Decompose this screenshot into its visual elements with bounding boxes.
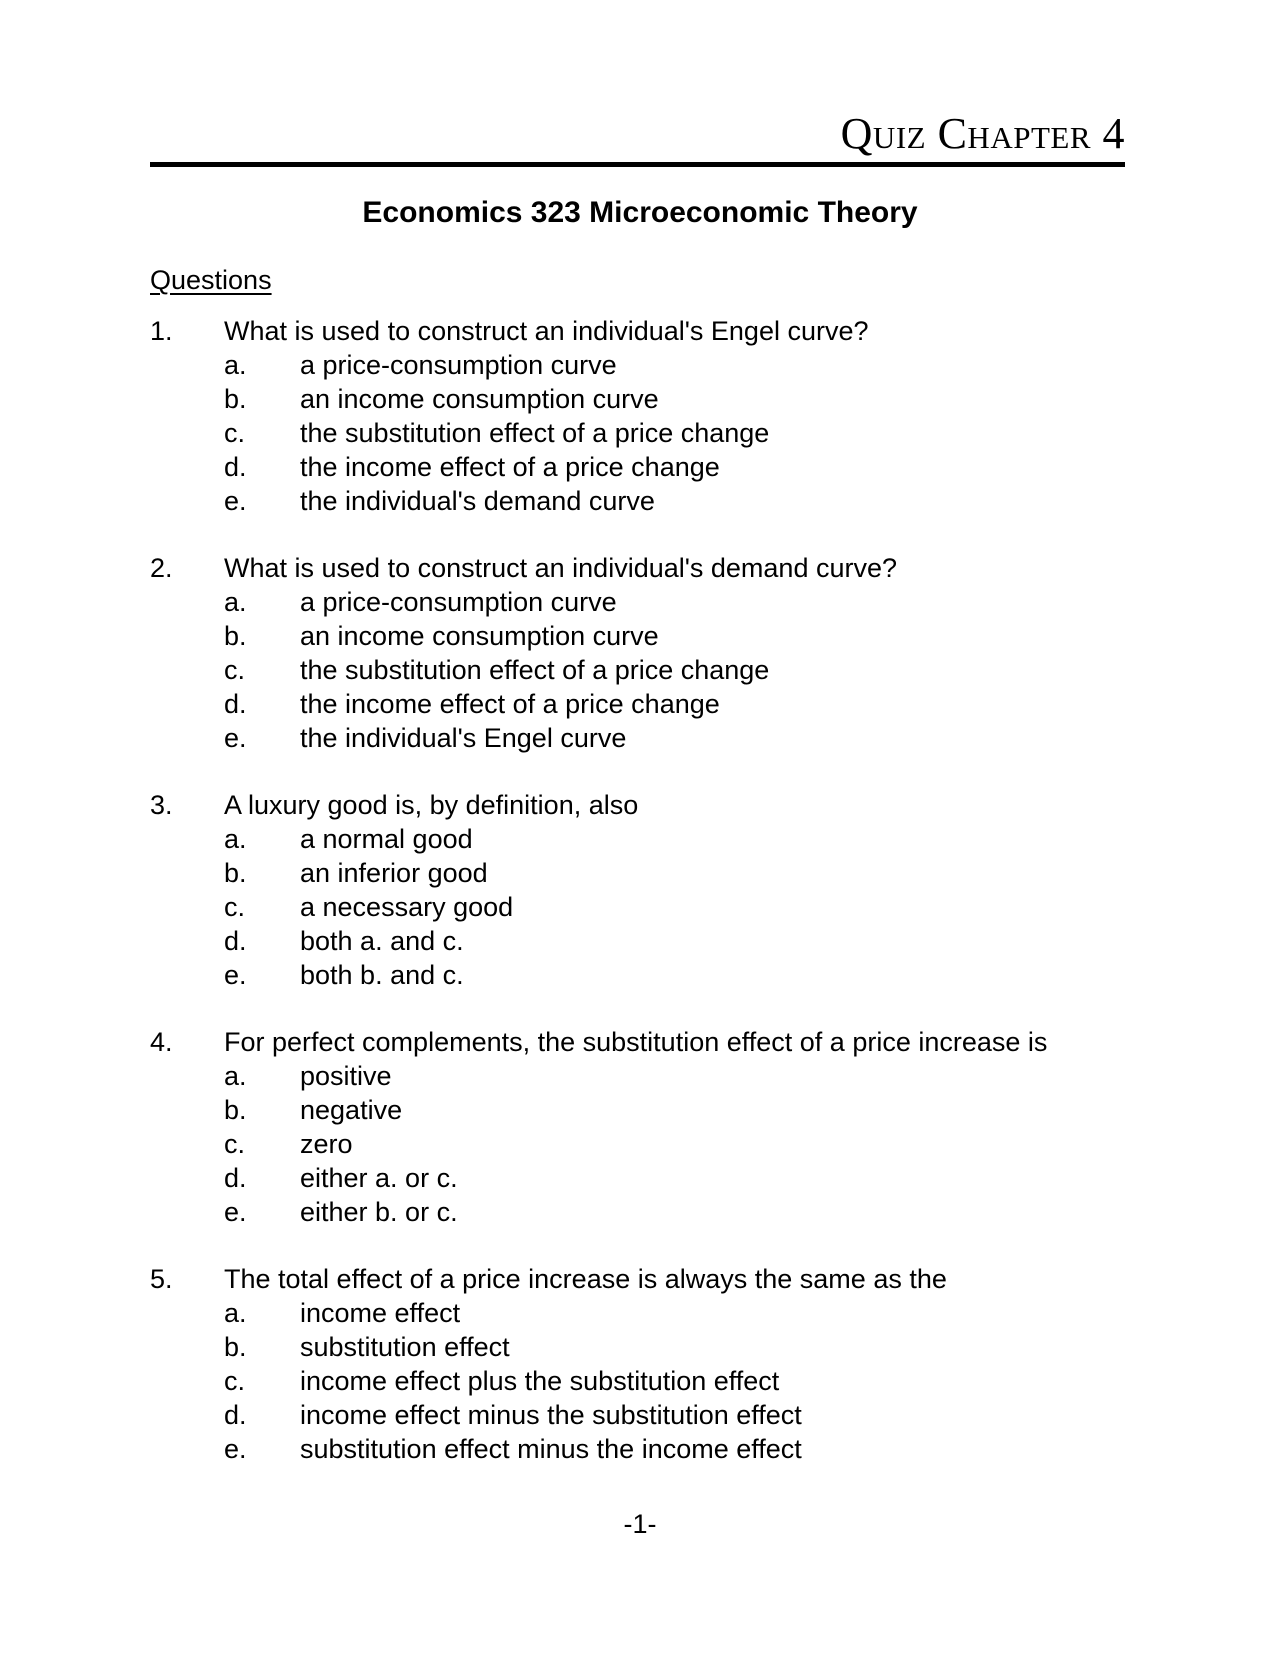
option-letter: e.: [224, 1434, 247, 1464]
option-text: substitution effect minus the income effect: [300, 1434, 802, 1464]
option-text: an inferior good: [300, 858, 488, 888]
answer-option: [150, 924, 1150, 958]
answer-option: [150, 1364, 1150, 1398]
option-letter: c.: [224, 1366, 246, 1396]
option-text: a price-consumption curve: [300, 350, 617, 380]
option-text: both a. and c.: [300, 926, 464, 956]
option-text: the income effect of a price change: [300, 452, 720, 482]
option-text: a normal good: [300, 824, 473, 854]
option-letter: d.: [224, 1163, 247, 1193]
answer-option: [150, 1059, 1150, 1093]
option-text: income effect plus the substitution effect: [300, 1366, 780, 1396]
option-letter: e.: [224, 486, 247, 516]
option-text: substitution effect: [300, 1332, 510, 1362]
answer-option: [150, 484, 1150, 518]
answer-option: [150, 1093, 1150, 1127]
option-text: income effect minus the substitution effect: [300, 1400, 802, 1430]
option-text: positive: [300, 1061, 392, 1091]
answer-option: [150, 619, 1150, 653]
option-letter: d.: [224, 452, 247, 482]
chapter-heading: Quiz Chapter 4: [840, 109, 1125, 158]
option-letter: a.: [224, 587, 247, 617]
question-line: [150, 788, 1150, 822]
option-text: negative: [300, 1095, 403, 1125]
answer-option: [150, 382, 1150, 416]
answer-option: [150, 721, 1150, 755]
option-text: both b. and c.: [300, 960, 464, 990]
option-letter: e.: [224, 1197, 247, 1227]
answer-option: [150, 687, 1150, 721]
option-letter: d.: [224, 689, 247, 719]
question-4: [150, 1025, 1150, 1229]
option-text: zero: [300, 1129, 353, 1159]
option-text: a price-consumption curve: [300, 587, 617, 617]
option-letter: b.: [224, 858, 247, 888]
answer-option: [150, 1432, 1150, 1466]
option-text: an income consumption curve: [300, 384, 659, 414]
answer-option: [150, 1330, 1150, 1364]
option-letter: a.: [224, 350, 247, 380]
option-text: a necessary good: [300, 892, 514, 922]
option-text: the substitution effect of a price change: [300, 418, 770, 448]
option-letter: d.: [224, 926, 247, 956]
option-letter: b.: [224, 1095, 247, 1125]
answer-option: [150, 348, 1150, 382]
answer-option: [150, 1296, 1150, 1330]
question-line: [150, 1025, 1150, 1059]
question-text: For perfect complements, the substitution effect of a price increase is: [224, 1027, 1048, 1057]
question-line: [150, 1262, 1150, 1296]
question-5: [150, 1262, 1150, 1466]
question-line: [150, 551, 1150, 585]
section-label-questions: Questions: [150, 265, 272, 295]
question-number: 5.: [150, 1264, 173, 1294]
option-text: either b. or c.: [300, 1197, 458, 1227]
option-text: an income consumption curve: [300, 621, 659, 651]
answer-option: [150, 416, 1150, 450]
question-number: 4.: [150, 1027, 173, 1057]
question-text: What is used to construct an individual's demand curve?: [224, 553, 898, 583]
answer-option: [150, 1127, 1150, 1161]
question-text: The total effect of a price increase is always the same as the: [224, 1264, 947, 1294]
answer-option: [150, 890, 1150, 924]
heading-rule: [150, 162, 1125, 167]
question-2: [150, 551, 1150, 755]
option-letter: b.: [224, 1332, 247, 1362]
option-letter: a.: [224, 1298, 247, 1328]
option-letter: d.: [224, 1400, 247, 1430]
answer-option: [150, 585, 1150, 619]
course-title: Economics 323 Microeconomic Theory: [362, 196, 918, 229]
option-text: the individual's demand curve: [300, 486, 655, 516]
question-number: 1.: [150, 316, 173, 346]
answer-option: [150, 958, 1150, 992]
answer-option: [150, 450, 1150, 484]
option-letter: c.: [224, 892, 246, 922]
question-text: A luxury good is, by definition, also: [224, 790, 639, 820]
option-letter: e.: [224, 723, 247, 753]
question-3: [150, 788, 1150, 992]
answer-option: [150, 856, 1150, 890]
answer-option: [150, 1398, 1150, 1432]
question-number: 2.: [150, 553, 173, 583]
option-letter: b.: [224, 621, 247, 651]
option-letter: b.: [224, 384, 247, 414]
option-letter: e.: [224, 960, 247, 990]
option-letter: c.: [224, 1129, 246, 1159]
option-text: the substitution effect of a price change: [300, 655, 770, 685]
page-number: -1-: [623, 1509, 657, 1539]
question-line: [150, 314, 1150, 348]
option-letter: c.: [224, 418, 246, 448]
option-letter: a.: [224, 824, 247, 854]
option-text: the individual's Engel curve: [300, 723, 627, 753]
option-text: either a. or c.: [300, 1163, 458, 1193]
option-text: income effect: [300, 1298, 461, 1328]
answer-option: [150, 1161, 1150, 1195]
answer-option: [150, 653, 1150, 687]
answer-option: [150, 822, 1150, 856]
question-number: 3.: [150, 790, 173, 820]
option-letter: a.: [224, 1061, 247, 1091]
question-1: [150, 314, 1150, 518]
question-text: What is used to construct an individual's Engel curve?: [224, 316, 869, 346]
option-text: the income effect of a price change: [300, 689, 720, 719]
answer-option: [150, 1195, 1150, 1229]
option-letter: c.: [224, 655, 246, 685]
